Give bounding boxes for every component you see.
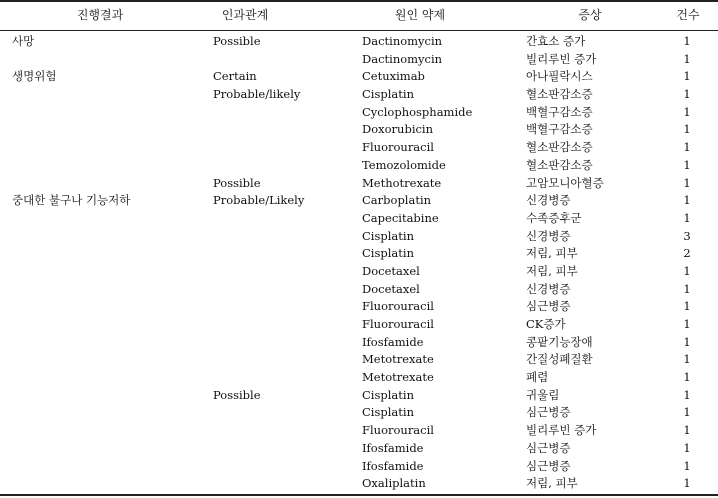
table-row: [0, 387, 718, 405]
row-count: 1: [683, 405, 691, 420]
row-drug: Metotrexate: [362, 370, 434, 385]
row-symptom: 심근병증: [526, 458, 571, 473]
row-outcome: [12, 228, 202, 246]
row-drug: Oxaliplatin: [362, 476, 426, 491]
table-row: [0, 104, 718, 122]
table-row: [0, 334, 718, 352]
row-causality: Probable/likely: [213, 87, 301, 102]
row-causality: Probable/Likely: [213, 193, 305, 208]
row-causality: [213, 404, 353, 422]
row-count: 1: [683, 423, 691, 438]
table-row: [0, 369, 718, 387]
row-symptom: 저림, 피부: [526, 246, 578, 261]
row-drug: Fluorouracil: [362, 140, 434, 155]
row-drug: Fluorouracil: [362, 317, 434, 331]
row-symptom: 폐렴: [526, 370, 549, 385]
row-drug: Cisplatin: [362, 87, 414, 102]
row-outcome: 사망: [12, 34, 35, 48]
table-row: [0, 316, 718, 334]
row-outcome: [12, 281, 202, 299]
row-count: 1: [683, 458, 691, 473]
header-outcome: 진행결과: [76, 8, 124, 22]
row-causality: [213, 51, 353, 69]
table-row: [0, 68, 718, 86]
row-causality: [213, 281, 353, 299]
row-outcome: [12, 440, 202, 458]
row-symptom: 혈소판감소증: [526, 157, 593, 172]
row-drug: Docetaxel: [362, 281, 420, 296]
table-row: [0, 139, 718, 157]
row-symptom: 심근병증: [526, 440, 571, 455]
row-outcome: [12, 245, 202, 263]
row-causality: [213, 422, 353, 440]
row-causality: [213, 351, 353, 369]
row-causality: [213, 121, 353, 139]
header-symptom: 증상: [578, 8, 602, 22]
row-count: 1: [683, 140, 691, 155]
header-drug: 원인 약제: [394, 8, 446, 22]
row-drug: Temozolomide: [362, 157, 446, 172]
row-drug: Ifosfamide: [362, 440, 424, 455]
row-symptom: 혈소판감소증: [526, 140, 593, 155]
row-symptom: 백혈구감소증: [526, 104, 593, 119]
row-causality: Possible: [213, 34, 261, 48]
table-row: [0, 458, 718, 476]
row-causality: [213, 139, 353, 157]
row-count: 1: [683, 104, 691, 119]
row-outcome: [12, 334, 202, 352]
table-row: [0, 192, 718, 210]
row-outcome: [12, 475, 202, 493]
row-symptom: 아나필락시스: [526, 69, 593, 84]
table-row: [0, 33, 718, 51]
row-outcome: [12, 387, 202, 405]
table-row: [0, 210, 718, 228]
row-drug: Cetuximab: [362, 69, 425, 84]
row-outcome: [12, 298, 202, 316]
row-outcome: [12, 458, 202, 476]
table-row: [0, 351, 718, 369]
row-outcome: [12, 369, 202, 387]
row-symptom: CK증가: [526, 317, 566, 331]
row-outcome: [12, 316, 202, 334]
row-count: 1: [683, 334, 691, 349]
row-count: 1: [683, 87, 691, 102]
row-symptom: 수족증후군: [526, 210, 582, 225]
row-causality: [213, 104, 353, 122]
row-causality: [213, 210, 353, 228]
row-causality: [213, 263, 353, 281]
row-drug: Doxorubicin: [362, 122, 434, 137]
row-outcome: 생명위험: [12, 69, 57, 84]
row-causality: [213, 440, 353, 458]
row-count: 1: [683, 352, 691, 367]
row-count: 1: [683, 210, 691, 225]
table-row: [0, 281, 718, 299]
row-outcome: [12, 175, 202, 193]
table-header-rule: [0, 30, 718, 31]
row-symptom: 빌리루빈 증가: [526, 423, 597, 438]
row-causality: [213, 316, 353, 334]
row-drug: Cyclophosphamide: [362, 104, 473, 119]
row-symptom: 간질성폐질환: [526, 352, 593, 367]
row-symptom: 빌리루빈 증가: [526, 51, 597, 66]
row-count: 1: [683, 317, 691, 331]
row-causality: [213, 334, 353, 352]
row-count: 1: [683, 122, 691, 137]
header-count: 건수: [676, 8, 700, 22]
row-count: 3: [683, 228, 691, 243]
row-drug: Dactinomycin: [362, 51, 443, 66]
table-row: [0, 404, 718, 422]
row-drug: Metotrexate: [362, 352, 434, 367]
row-causality: [213, 458, 353, 476]
row-symptom: 심근병증: [526, 405, 571, 420]
row-count: 1: [683, 34, 691, 48]
row-symptom: 혈소판감소증: [526, 87, 593, 102]
row-outcome: [12, 351, 202, 369]
row-symptom: 신경병증: [526, 228, 571, 243]
row-drug: Dactinomycin: [362, 34, 443, 48]
row-drug: Capecitabine: [362, 210, 439, 225]
row-causality: [213, 298, 353, 316]
row-drug: Carboplatin: [362, 193, 432, 208]
row-outcome: [12, 139, 202, 157]
row-outcome: [12, 121, 202, 139]
row-drug: Cisplatin: [362, 246, 414, 261]
row-symptom: 신경병증: [526, 193, 571, 208]
row-causality: Possible: [213, 387, 261, 402]
row-outcome: [12, 104, 202, 122]
row-outcome: [12, 404, 202, 422]
row-drug: Methotrexate: [362, 175, 442, 190]
row-count: 1: [683, 157, 691, 172]
table-row: [0, 475, 718, 493]
row-symptom: 백혈구감소증: [526, 122, 593, 137]
row-count: 1: [683, 281, 691, 296]
header-causality: 인과관계: [221, 8, 269, 22]
table-row: [0, 175, 718, 193]
row-symptom: 고암모니아혈증: [526, 175, 604, 190]
row-count: 1: [683, 175, 691, 190]
table-row: [0, 422, 718, 440]
table-body: [0, 33, 718, 493]
row-symptom: 귀울림: [526, 387, 560, 402]
row-drug: Ifosfamide: [362, 334, 424, 349]
row-outcome: [12, 157, 202, 175]
row-causality: [213, 228, 353, 246]
row-count: 1: [683, 440, 691, 455]
row-count: 1: [683, 476, 691, 491]
row-count: 1: [683, 69, 691, 84]
row-symptom: 신경병증: [526, 281, 571, 296]
row-outcome: [12, 263, 202, 281]
row-count: 1: [683, 387, 691, 402]
row-drug: Ifosfamide: [362, 458, 424, 473]
row-outcome: [12, 210, 202, 228]
row-drug: Docetaxel: [362, 263, 420, 278]
row-outcome: [12, 86, 202, 104]
row-count: 1: [683, 299, 691, 314]
row-causality: Certain: [213, 69, 257, 84]
table-header-row: [0, 0, 718, 30]
row-symptom: 저림, 피부: [526, 476, 578, 491]
row-outcome: [12, 51, 202, 69]
row-causality: [213, 369, 353, 387]
row-drug: Cisplatin: [362, 387, 414, 402]
table-row: [0, 263, 718, 281]
row-symptom: 심근병증: [526, 299, 571, 314]
row-outcome: 중대한 불구나 기능저하: [12, 193, 131, 208]
row-drug: Cisplatin: [362, 228, 414, 243]
table-row: [0, 440, 718, 458]
row-drug: Fluorouracil: [362, 299, 434, 314]
row-count: 2: [683, 246, 691, 261]
table-row: [0, 228, 718, 246]
table-row: [0, 298, 718, 316]
row-drug: Fluorouracil: [362, 423, 434, 438]
table-row: [0, 245, 718, 263]
row-symptom: 콩팥기능장애: [526, 334, 593, 349]
row-count: 1: [683, 51, 691, 66]
row-causality: [213, 157, 353, 175]
row-symptom: 저림, 피부: [526, 263, 578, 278]
table-row: [0, 51, 718, 69]
row-count: 1: [683, 193, 691, 208]
row-causality: Possible: [213, 175, 261, 190]
row-causality: [213, 245, 353, 263]
row-drug: Cisplatin: [362, 405, 414, 420]
table-bottom-rule: [0, 494, 718, 496]
row-causality: [213, 475, 353, 493]
row-count: 1: [683, 370, 691, 385]
row-outcome: [12, 422, 202, 440]
table-row: [0, 157, 718, 175]
row-symptom: 간효소 증가: [526, 34, 586, 48]
row-count: 1: [683, 263, 691, 278]
table-row: [0, 86, 718, 104]
table-row: [0, 121, 718, 139]
